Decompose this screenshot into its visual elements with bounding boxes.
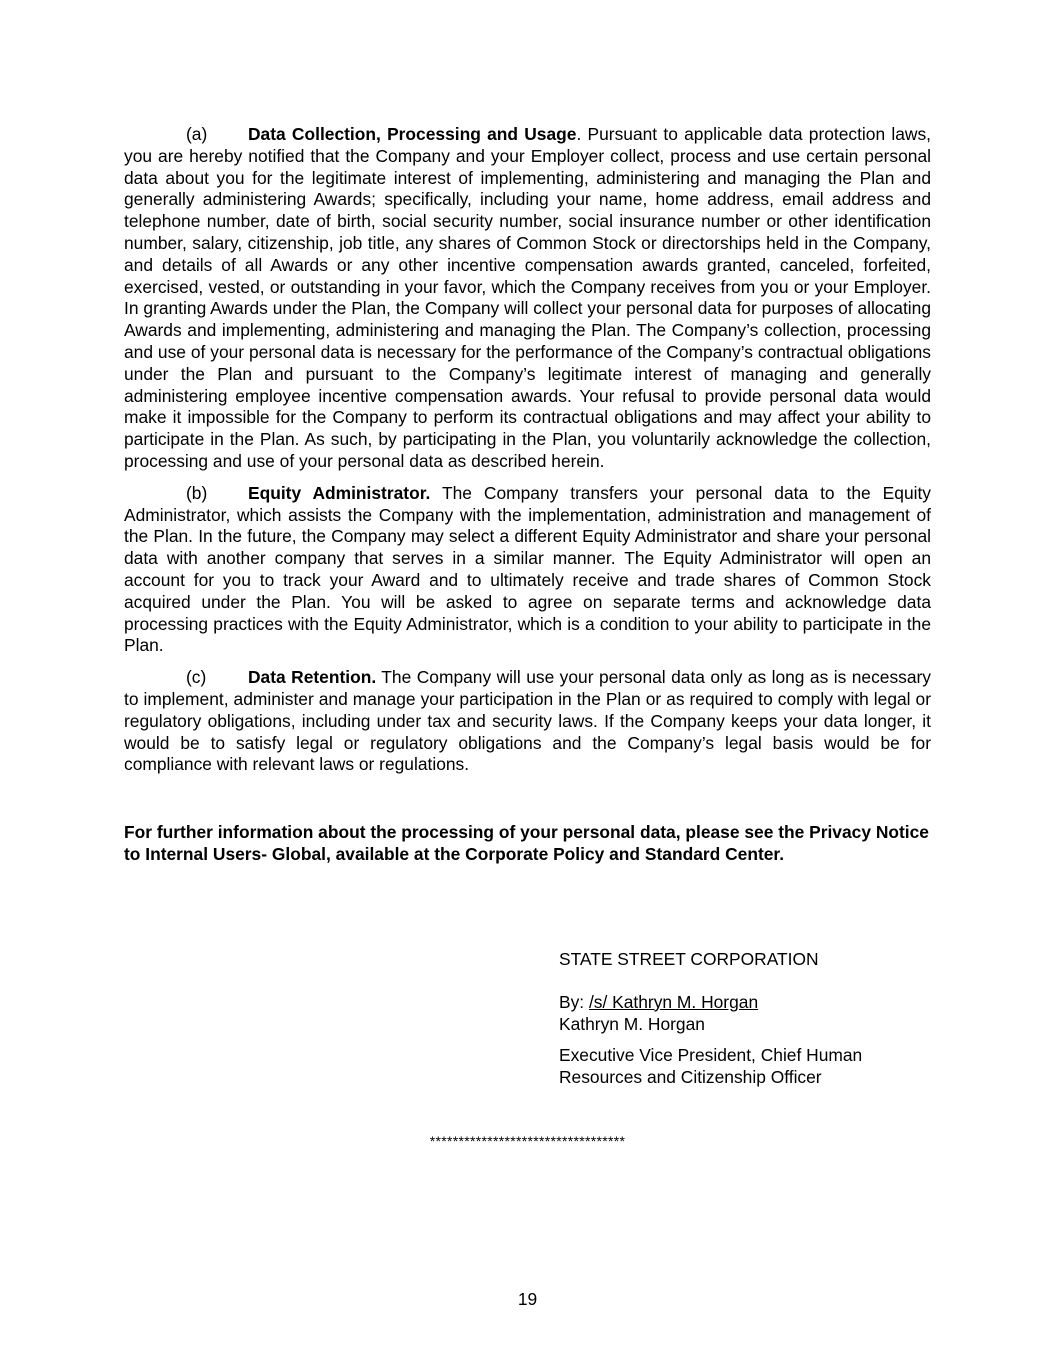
by-label: By: (559, 991, 589, 1012)
section-body: The Company will use your personal data only as long as is necessary to implement, administer and manage your participation in the Plan or as required to comply with legal or regulatory obligations, including under tax and security laws. If the Company keeps your data longer, it would be to satisfy legal or regulatory obligations and the Company’s legal basis would be for compliance with relevant laws or regulations. (124, 667, 931, 775)
section-label: (c) (186, 667, 207, 688)
signature-block (559, 949, 899, 1089)
page-number: 19 (517, 1289, 538, 1309)
section-b (124, 483, 931, 657)
document-body (124, 124, 931, 866)
signature-line (559, 992, 899, 1014)
company-name: STATE STREET CORPORATION (559, 949, 819, 969)
section-a (124, 124, 931, 473)
section-heading: Data Retention. (248, 667, 377, 688)
section-label: (b) (186, 482, 208, 503)
signature: /s/ Kathryn M. Horgan (588, 991, 759, 1012)
section-body: The Company transfers your personal data to the Equity Administrator, which assists the Company with the implementation, administration and management of the Plan. In the future, the Company may select a different Equity Administrator and share your personal data with another company that serves in a similar manner. The Equity Administrator will open an account for you to track your Award and to ultimately receive and trade shares of Common Stock acquired under the Plan. You will be asked to agree on separate terms and acknowledge data processing practices with the Equity Administrator, which is a condition to your ability to participate in the Plan. (124, 482, 932, 656)
separator: ********************************** (429, 1133, 626, 1149)
section-body: Pursuant to applicable data protection laws, you are hereby notified that the Company and your Employer collect, process and use certain personal data about you for the legitimate interest of implementing, administering and managing the Plan and generally administering Awards; specifically, including your name, home address, email address and telephone number, date of birth, social security number, social insurance number or other identification number, salary, citizenship, job title, any shares of Common Stock or directorships held in the Company, and details of all Awards or any other incentive compensation awards granted, canceled, forfeited, exercised, vested, or outstanding in your favor, which the Company receives from you or your Employer. In granting Awards under the Plan, the Company will collect your personal data for purposes of allocating Awards and implementing, administering and managing the Plan. The Company’s collection, processing and use of your personal data is necessary for the performance of the Company’s contractual obligations under the Plan and pursuant to the Company’s legitimate interest of managing and generally administering employee incentive compensation awards. Your refusal to provide personal data would make it impossible for the Company to perform its contractual obligations and may affect your ability to participate in the Plan. As such, by participating in the Plan, you voluntarily acknowledge the collection, processing and use of your personal data as described herein. (124, 124, 932, 471)
section-heading: Equity Administrator. (248, 482, 431, 503)
section-label: (a) (186, 124, 208, 144)
section-c (124, 667, 931, 776)
privacy-notice: For further information about the processing of your personal data, please see the Privacy Notice to Internal Users- Global, available at the Corporate Policy and Standard Center. (124, 822, 929, 864)
signer-name: Kathryn M. Horgan (559, 1013, 705, 1034)
signer-title: Executive Vice President, Chief Human Resources and Citizenship Officer (559, 1045, 863, 1088)
section-heading-punct: . (576, 124, 582, 144)
section-heading: Data Collection, Processing and Usage (248, 124, 577, 144)
